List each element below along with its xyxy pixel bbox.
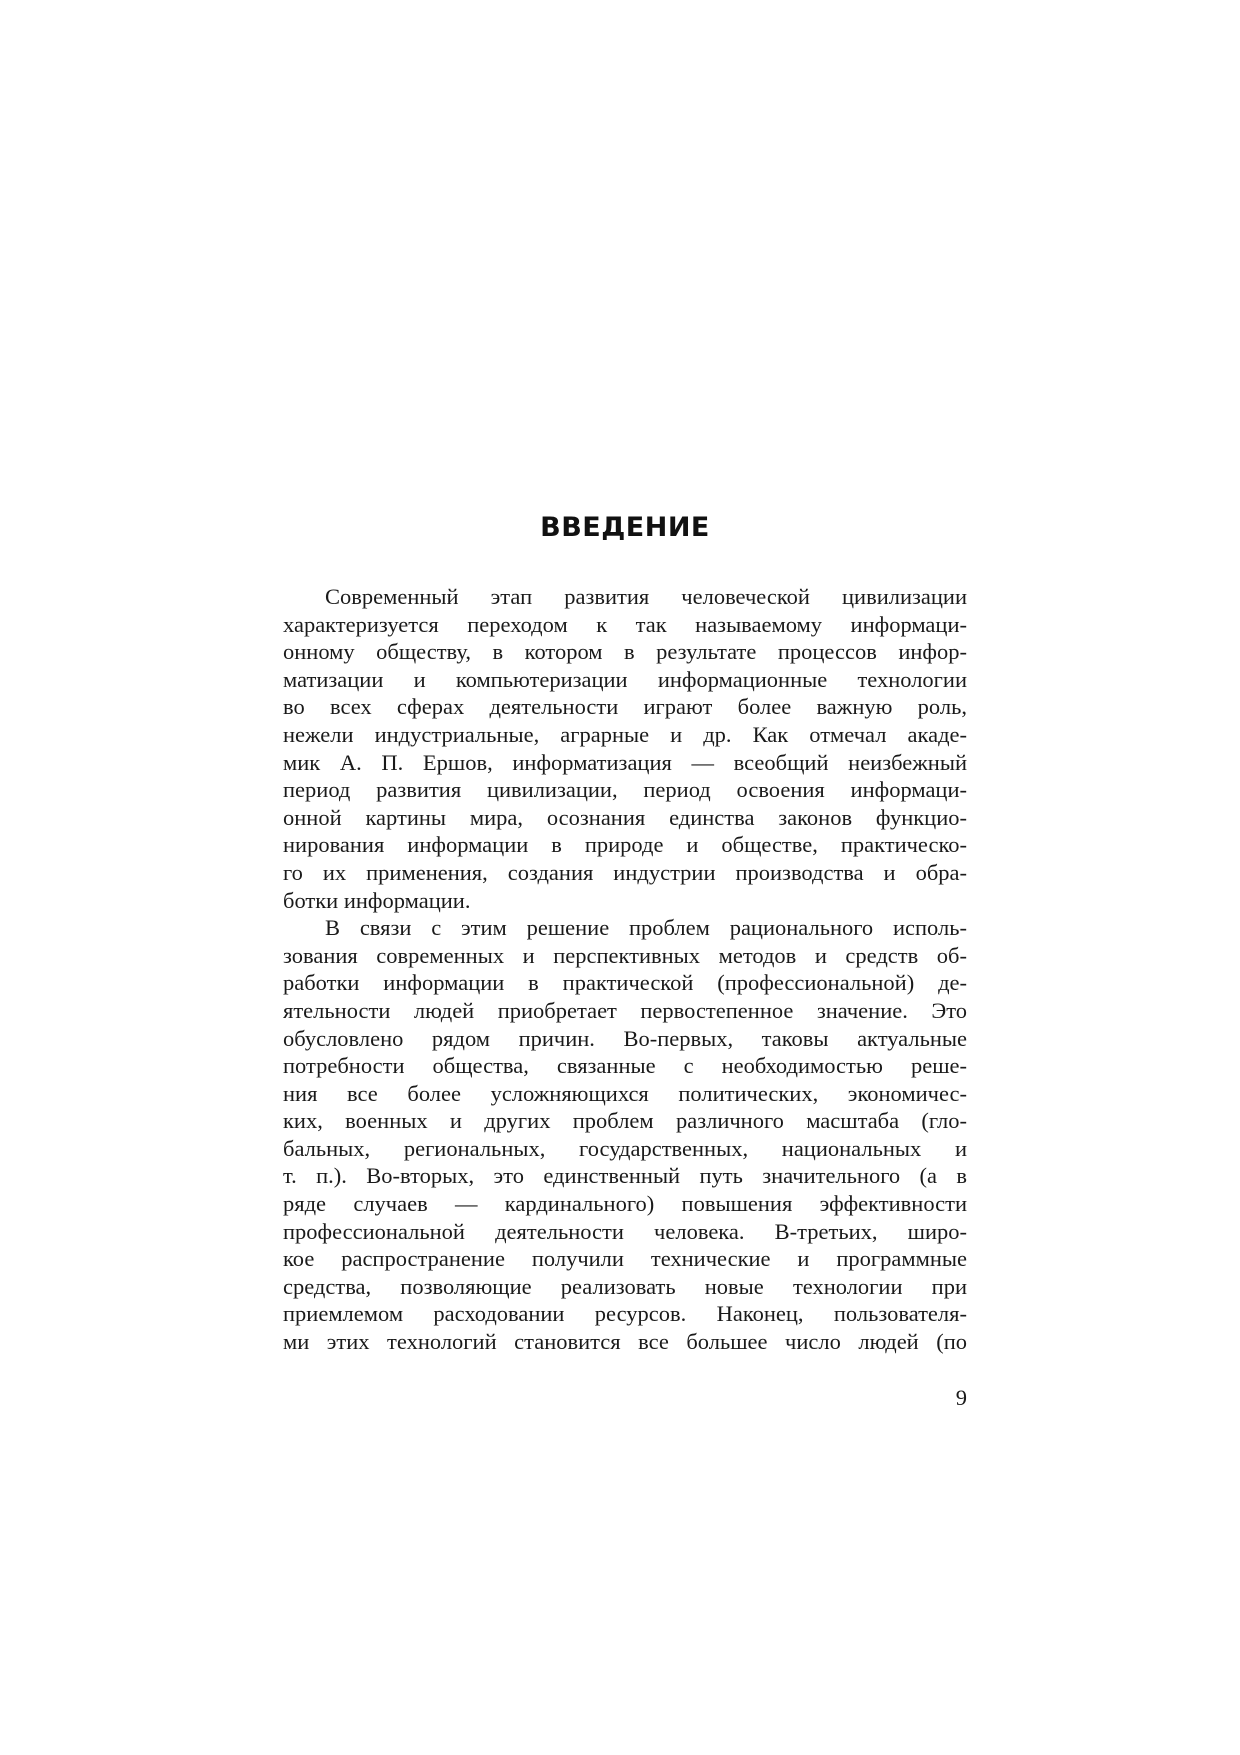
paragraph (283, 583, 967, 914)
text-line: период развития цивилизации, период освоения информаци- (283, 777, 967, 803)
text-line: приемлемом расходовании ресурсов. Наконец, пользователя- (283, 1301, 967, 1327)
text-line: ботки информации. (283, 887, 471, 913)
text-line: характеризуется переходом к так называемому информаци- (283, 611, 967, 637)
text-line: обусловлено рядом причин. Во-первых, таковы актуальные (283, 1025, 967, 1051)
text-line: го их применения, создания индустрии производства и обра- (283, 859, 967, 885)
page-number: 9 (955, 1385, 967, 1410)
chapter-heading: ВВЕДЕНИЕ (540, 512, 710, 543)
text-line: во всех сферах деятельности играют более важную роль, (283, 694, 967, 720)
text-line: онному обществу, в котором в результате процессов инфор- (283, 639, 967, 665)
text-line: онной картины мира, осознания единства законов функцио- (283, 804, 967, 830)
text-line: кое распространение получили технические и программные (283, 1246, 967, 1272)
text-line: В связи с этим решение проблем рационального исполь- (325, 915, 967, 941)
text-line: средства, позволяющие реализовать новые технологии при (283, 1273, 967, 1299)
text-line: т. п.). Во-вторых, это единственный путь значительного (а в (283, 1163, 967, 1189)
body-text (283, 583, 967, 1356)
text-line: матизации и компьютеризации информационные технологии (283, 666, 967, 692)
text-line: ких, военных и других проблем различного масштаба (гло- (283, 1108, 967, 1134)
text-line: профессиональной деятельности человека. В-третьих, широ- (283, 1218, 967, 1244)
text-line: нирования информации в природе и обществе, практическо- (283, 832, 967, 858)
paragraph (283, 914, 967, 1356)
text-line: ния все более усложняющихся политических, экономичес- (283, 1080, 967, 1106)
text-line: потребности общества, связанные с необходимостью реше- (283, 1053, 967, 1079)
text-line: ми этих технологий становится все большее число людей (по (283, 1329, 967, 1355)
text-line: мик А. П. Ершов, информатизация — всеобщий неизбежный (283, 749, 967, 775)
text-line: бальных, региональных, государственных, национальных и (283, 1135, 967, 1161)
text-line: ряде случаев — кардинального) повышения эффективности (283, 1191, 967, 1217)
text-line: нежели индустриальные, аграрные и др. Как отмечал акаде- (283, 721, 967, 747)
text-line: зования современных и перспективных методов и средств об- (283, 942, 967, 968)
text-line: работки информации в практической (профессиональной) де- (283, 970, 967, 996)
text-line: Современный этап развития человеческой цивилизации (325, 584, 967, 609)
text-line: ятельности людей приобретает первостепенное значение. Это (283, 997, 967, 1023)
